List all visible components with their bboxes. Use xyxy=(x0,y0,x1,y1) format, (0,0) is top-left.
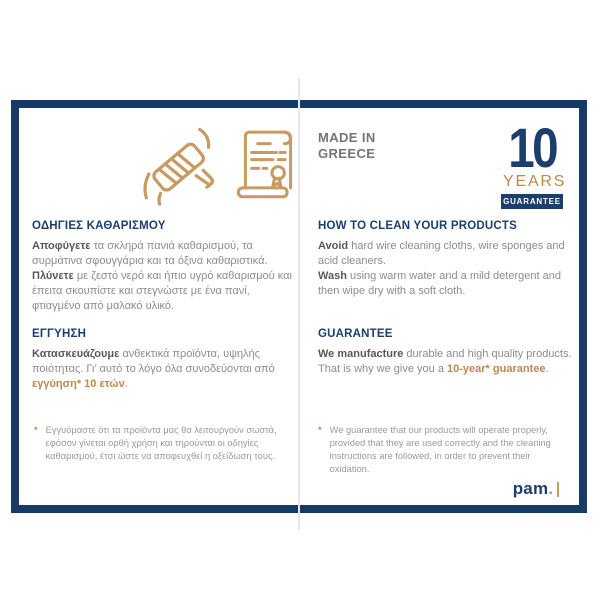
english-cleaning-heading: HOW TO CLEAN YOUR PRODUCTS xyxy=(318,220,518,232)
english-footnote xyxy=(318,424,570,476)
english-column xyxy=(299,108,579,505)
made-in-line2: GREECE xyxy=(318,146,376,161)
english-guarantee-heading: GUARANTEE xyxy=(318,328,393,340)
pam-logo-dot: . xyxy=(548,479,553,498)
pam-logo xyxy=(513,479,559,499)
english-guarantee-text: durable and high quality products. That is why we give you a xyxy=(318,348,572,375)
fold-line xyxy=(298,78,300,530)
greek-wash-text: με ζεστό νερό και ήπιο υγρό καθαρισμού και έπειτα σκουπίστε και στεγνώστε με ένα πανί, φτιαγμένο από μαλακό υλικό. xyxy=(32,270,292,312)
greek-wash-lead: Πλύνετε xyxy=(32,270,74,282)
greek-avoid-paragraph xyxy=(32,239,294,269)
greek-cleaning-heading: ΟΔΗΓΙΕΣ ΚΑΘΑΡΙΣΜΟΥ xyxy=(32,220,166,232)
english-wash-text: using warm water and a mild detergent and then wipe dry with a soft cloth. xyxy=(318,270,561,297)
badge-years-label: YEARS xyxy=(503,173,567,190)
greek-guarantee-paragraph xyxy=(32,347,294,392)
english-wash-lead: Wash xyxy=(318,270,347,282)
english-avoid-paragraph xyxy=(318,239,576,269)
pam-logo-cursor-bar xyxy=(557,482,559,497)
greek-footnote xyxy=(34,424,280,463)
english-wash-paragraph xyxy=(318,269,576,299)
badge-number: 10 xyxy=(508,116,556,179)
greek-cleaning-section xyxy=(32,220,294,314)
pam-logo-name: pam xyxy=(512,479,549,498)
english-guarantee-end: . xyxy=(545,363,549,375)
made-in-line1: MADE IN xyxy=(318,130,376,145)
greek-avoid-lead: Αποφύγετε xyxy=(32,240,91,252)
icons-row xyxy=(141,124,295,206)
english-guarantee-accent: 10-year* guarantee xyxy=(447,363,546,375)
ten-years-guarantee-badge xyxy=(501,116,567,209)
greek-column xyxy=(19,108,299,505)
made-in-greece-label xyxy=(318,130,376,162)
greek-guarantee-accent: εγγύηση* 10 ετών xyxy=(32,378,125,390)
greek-guarantee-lead: Κατασκευάζουμε xyxy=(32,348,120,360)
english-avoid-lead: Avoid xyxy=(318,240,349,252)
hand-wiping-cloth-icon xyxy=(141,124,221,206)
greek-wash-paragraph xyxy=(32,269,294,314)
english-footnote-text: We guarantee that our products will operate properly, provided that they are used correctly and the cleaning instructions are followed, in order to prevent their oxidation. xyxy=(329,425,551,474)
english-guarantee-section xyxy=(318,328,576,377)
english-cleaning-section xyxy=(318,220,576,299)
english-guarantee-paragraph xyxy=(318,347,576,377)
greek-avoid-text: τα σκληρά πανιά καθαρισμού, τα συρμάτινα σφουγγάρια και τα όξινα καθαριστικά. xyxy=(32,240,268,267)
greek-guarantee-end: . xyxy=(124,378,128,390)
greek-guarantee-heading: ΕΓΓΥΗΣΗ xyxy=(32,328,87,340)
badge-guarantee-label: GUARANTEE xyxy=(501,194,563,209)
english-guarantee-lead: We manufacture xyxy=(318,348,404,360)
asterisk-mark: * xyxy=(34,425,38,435)
english-avoid-text: hard wire cleaning cloths, wire sponges and acid cleaners. xyxy=(318,240,565,267)
certificate-icon xyxy=(233,124,295,204)
greek-guarantee-section xyxy=(32,328,294,392)
greek-guarantee-text: ανθεκτικά προϊόντα, υψηλής ποιότητας. Γι’ αυτό το λόγο όλα συνοδεύονται από xyxy=(32,348,275,375)
greek-footnote-text: Εγγυόμαστε ότι τα προϊόντα μας θα λειτουργούν σωστά, εφόσον γίνεται ορθή χρήση και τηρούνται οι οδηγίες καθαρισμού, έτσι ώστε να αποφευχθεί η οξείδωση τους. xyxy=(45,425,277,461)
asterisk-mark: * xyxy=(318,425,322,435)
